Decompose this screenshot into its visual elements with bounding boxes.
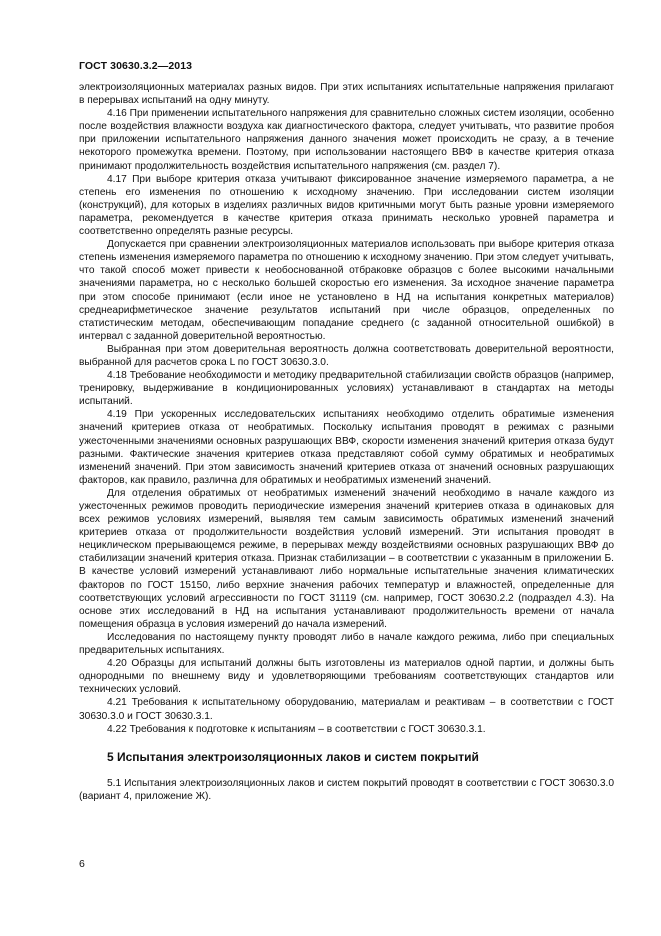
document-body bbox=[79, 81, 614, 803]
document-header: ГОСТ 30630.3.2—2013 bbox=[79, 60, 193, 72]
paragraph: Исследования по настоящему пункту проводят либо в начале каждого режима, либо при специальных предварительных испытаниях. bbox=[79, 631, 614, 657]
paragraph: Выбранная при этом доверительная вероятность должна соответствовать доверительной вероятности, выбранной для расчетов срока L по ГОСТ 30630.3.0. bbox=[79, 343, 614, 368]
section-5-title: 5 Испытания электроизоляционных лаков и систем покрытий bbox=[107, 749, 479, 764]
paragraph-4-21: 4.21 Требования к испытательному оборудованию, материалам и реактивам – в соответствии с ГОСТ 30630.3.0 и ГОСТ 30630.3.1. bbox=[79, 697, 614, 722]
paragraph-4-19: 4.19 При ускоренных исследовательских испытаниях необходимо отделить обратимые изменения значений критериев отказа от необратимых. Поскольку испытания проводят в режимах с разными ужесточенными значениями основных разрушающих ВВФ, скорости изменения значений критерия отказа будут разными. Фактические значения критериев отказа представляют собой сумму обратимых и необратимых изменений значений. При этом зависимость значений критериев отказа от значений основных разрушающих факторов, как правило, различна для обратимых и необратимых изменений значений. bbox=[79, 409, 614, 486]
paragraph-4-20: 4.20 Образцы для испытаний должны быть изготовлены из материалов одной партии, и должны быть однородными по внешнему виду и удовлетворяющими требованиям соответствующих стандартов или технических условий. bbox=[79, 658, 614, 696]
paragraph-4-17: 4.17 При выборе критерия отказа учитывают фиксированное значение измеряемого параметра, а не степень его изменения по отношению к исходному значению. При исследовании систем изоляции (конструкций), для которых в изделиях различных видов критичными могут быть разные уровни измеряемого параметра, рекомендуется в качестве критерия отказа принимать несколько уровней параметра и соответственно определять разные ресурсы. bbox=[79, 173, 614, 238]
paragraph: Для отделения обратимых от необратимых изменений значений необходимо в начале каждого из ужесточенных режимов проводить периодические измерения значений критериев отказа в одинаковых для всех режимов условиях измерений, выявляя тем самым зависимость обратимых изменений значений критериев отказа от продолжительности воздействия условий измерений. Эти испытания проводят в нециклическом прерывающемся режиме, в перерывах между воздействиями основных разрушающих ВВФ до стабилизации значений критерия отказа. Признак стабилизации – в соответствии с указанным в приложении Б. В качестве условий измерений устанавливают либо нормальные испытательные значения климатических факторов по ГОСТ 15150, либо верхние значения рабочих температур и влажностей, определенные для соответствующих условий агрессивности по ГОСТ 31119 (см. например, ГОСТ 30630.2.2 (подраздел 4.3). На основе этих исследований в НД на испытания устанавливают продолжительность времени от начала помещения образца в условия измерений до начала измерений. bbox=[79, 487, 614, 630]
paragraph: Допускается при сравнении электроизоляционных материалов использовать при выборе критерия отказа степень изменения измеряемого параметра по отношению к исходному значению. При этом следует учитывать, что такой способ может привести к необоснованной отбраковке образцов с более высокими начальными значениями параметра, но с несколько большей скоростью его изменения. За исходное значение параметра при этом способе принимают (если иное не установлено в НД на испытания конкретных материалов) среднеарифметическое значение результатов испытаний при числе образцов, определенных по статистическим методам, обеспечивающим попадание среднего (с заданной относительной ошибкой) в интервал с заданной доверительной вероятностью. bbox=[79, 239, 614, 342]
paragraph: электроизоляционных материалах разных видов. При этих испытаниях испытательные напряжения прилагают в перерывах испытаний на одну минуту. bbox=[79, 82, 614, 107]
paragraph-5-1: 5.1 Испытания электроизоляционных лаков и систем покрытий проводят в соответствии с ГОСТ 30630.3.0 (вариант 4, приложение Ж). bbox=[79, 777, 614, 802]
paragraph-4-22: 4.22 Требования к подготовке к испытаниям – в соответствии с ГОСТ 30630.3.1. bbox=[107, 723, 486, 735]
paragraph-4-18: 4.18 Требование необходимости и методику предварительной стабилизации свойств образцов (например, тренировку, выдерживание в кондиционированных условиях) устанавливают в стандартах на методы испытаний. bbox=[79, 370, 614, 408]
page-number: 6 bbox=[79, 858, 85, 870]
paragraph-4-16: 4.16 При применении испытательного напряжения для сравнительно сложных систем изоляции, особенно после воздействия влажности воздуха как диагностического фактора, следует учитывать, что развитие пробоя при приложении испытательного напряжения данного значения может происходить не сразу, а в течение некоторого промежутка времени. Поэтому, при использовании настоящего ВВФ в качестве критерия отказа принимают продолжительность воздействия испытательного напряжения (см. раздел 7). bbox=[79, 108, 614, 172]
